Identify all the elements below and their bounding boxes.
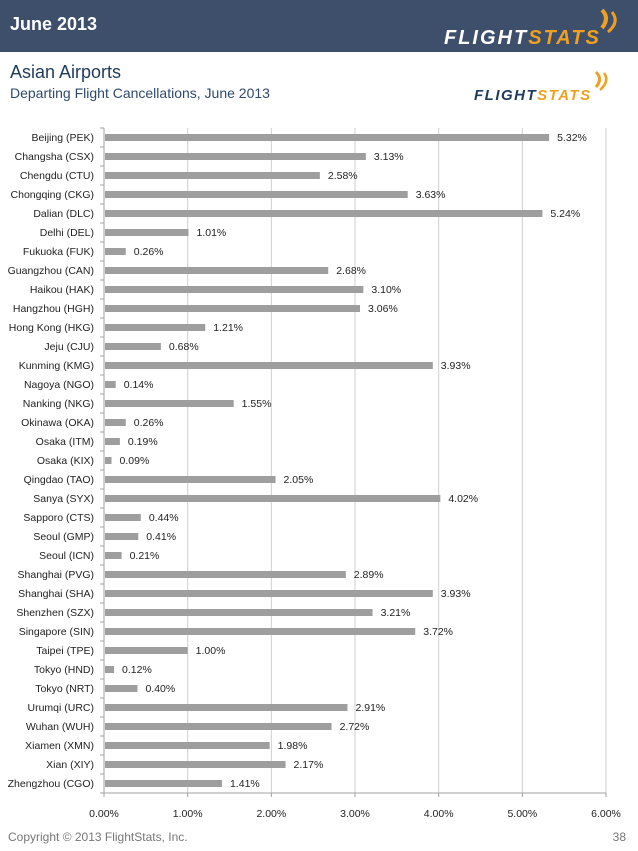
value-label: 2.58% [327,170,358,182]
category-label: Singapore (SIN) [18,626,94,638]
category-label: Osaka (ITM) [35,436,94,448]
bar [105,153,366,160]
value-label: 0.40% [145,683,176,695]
value-label: 3.06% [368,303,398,315]
x-tick-label: 0.00% [89,808,119,818]
chart-title: Asian Airports [10,62,122,82]
bar [105,229,189,236]
value-label: 3.63% [415,189,446,201]
category-label: Chongqing (CKG) [10,189,94,201]
category-label: Xian (XIY) [46,759,94,771]
logo-text-stats: STATS [528,27,601,48]
category-label: Seoul (GMP) [33,531,94,543]
value-label: 0.19% [127,436,158,448]
bar [105,457,112,464]
bar [105,172,320,179]
bar-chart [0,118,638,818]
value-label: 1.01% [196,227,227,239]
category-label: Sanya (SYX) [33,493,94,505]
category-label: Nanking (NKG) [22,398,94,410]
category-label: Seoul (ICN) [39,550,94,562]
bar [105,533,138,540]
category-label: Chengdu (CTU) [19,170,94,182]
bar [105,191,408,198]
value-label: 3.93% [440,360,471,372]
bar [105,286,363,293]
bar [105,647,188,654]
value-label: 3.13% [373,151,404,163]
value-label: 0.21% [129,550,160,562]
x-tick-label: 2.00% [256,808,287,818]
page-number: 38 [612,830,626,844]
value-label: 2.72% [339,721,370,733]
bar [105,571,346,578]
bar [105,685,137,692]
category-label: Hong Kong (HKG) [8,322,94,334]
category-label: Changsha (CSX) [14,151,94,163]
bar [105,476,276,483]
bar [105,248,126,255]
value-label: 1.98% [277,740,308,752]
flightstats-logo [442,8,632,53]
category-label: Hangzhou (HGH) [12,303,94,315]
value-label: 0.12% [122,664,152,676]
value-label: 3.10% [371,284,402,296]
bar [105,514,141,521]
bar [105,305,360,312]
category-label: Nagoya (NGO) [23,379,94,391]
bar [105,438,120,445]
value-label: 2.89% [353,569,384,581]
header-month: June 2013 [10,14,98,34]
bar [105,362,433,369]
bar [105,609,373,616]
category-label: Fukuoka (FUK) [22,246,94,258]
bar [105,381,116,388]
value-label: 0.26% [133,246,164,258]
category-label: Tokyo (NRT) [35,683,94,695]
flightstats-logo-small-mark [472,70,622,104]
category-label: Wuhan (WUH) [25,721,94,733]
value-label: 2.17% [293,759,324,771]
value-label: 0.68% [168,341,199,353]
bar [105,723,332,730]
value-label: 2.91% [355,702,386,714]
svg-text:FLIGHTSTATS [474,87,592,104]
category-label: Osaka (KIX) [36,455,94,467]
bar [105,628,415,635]
category-label: Jeju (CJU) [44,341,94,353]
value-label: 1.55% [241,398,272,410]
logo-small-text-flight: FLIGHT [474,87,538,104]
bar [105,267,328,274]
category-label: Guangzhou (CAN) [7,265,94,277]
category-label: Beijing (PEK) [31,132,94,144]
category-label: Xiamen (XMN) [25,740,94,752]
value-label: 2.05% [283,474,314,486]
header-bar [0,0,638,52]
x-tick-label: 3.00% [340,808,370,818]
value-label: 5.24% [550,208,581,220]
bar [105,495,440,502]
flightstats-logo-small [472,70,622,109]
bar [105,552,122,559]
logo-text-flight: FLIGHT [444,27,529,48]
category-label: Qingdao (TAO) [23,474,94,486]
value-label: 1.41% [229,778,260,790]
value-label: 3.72% [423,626,454,638]
category-label: Okinawa (OKA) [21,417,94,429]
value-label: 2.68% [336,265,367,277]
category-label: Delhi (DEL) [39,227,94,239]
bar [105,400,234,407]
bar [105,666,114,673]
copyright-text: Copyright © 2013 FlightStats, Inc. [8,830,188,844]
x-tick-label: 1.00% [172,808,203,818]
bar [105,590,433,597]
value-label: 5.32% [557,132,587,144]
value-label: 0.44% [148,512,179,524]
value-label: 1.00% [195,645,226,657]
category-label: Dalian (DLC) [33,208,94,220]
value-label: 3.93% [440,588,471,600]
bar [105,324,205,331]
bar [105,742,270,749]
bar [105,761,286,768]
bar [105,134,549,141]
category-label: Kunming (KMG) [18,360,94,372]
category-label: Shanghai (PVG) [17,569,94,581]
value-label: 3.21% [380,607,411,619]
bar [105,419,126,426]
x-tick-label: 6.00% [591,808,621,818]
svg-text:FLIGHTSTATS [444,27,601,48]
category-label: Shenzhen (SZX) [16,607,94,619]
category-label: Taipei (TPE) [36,645,94,657]
category-label: Haikou (HAK) [29,284,94,296]
bar [105,343,161,350]
category-label: Zhengzhou (CGO) [7,778,94,790]
value-label: 1.21% [213,322,244,334]
category-label: Urumqi (URC) [27,702,94,714]
value-label: 0.09% [119,455,150,467]
logo-small-text-stats: STATS [537,87,592,104]
bar [105,780,222,787]
value-label: 0.14% [123,379,154,391]
value-label: 4.02% [448,493,479,505]
value-label: 0.41% [146,531,177,543]
value-label: 0.26% [133,417,164,429]
bar [105,210,542,217]
category-label: Tokyo (HND) [33,664,94,676]
category-label: Shanghai (SHA) [18,588,94,600]
chart-subtitle: Departing Flight Cancellations, June 2013 [10,85,270,101]
bar [105,704,347,711]
x-tick-label: 5.00% [507,808,538,818]
x-tick-label: 4.00% [423,808,454,818]
flightstats-logo-mark [442,8,632,48]
category-label: Sapporo (CTS) [23,512,94,524]
